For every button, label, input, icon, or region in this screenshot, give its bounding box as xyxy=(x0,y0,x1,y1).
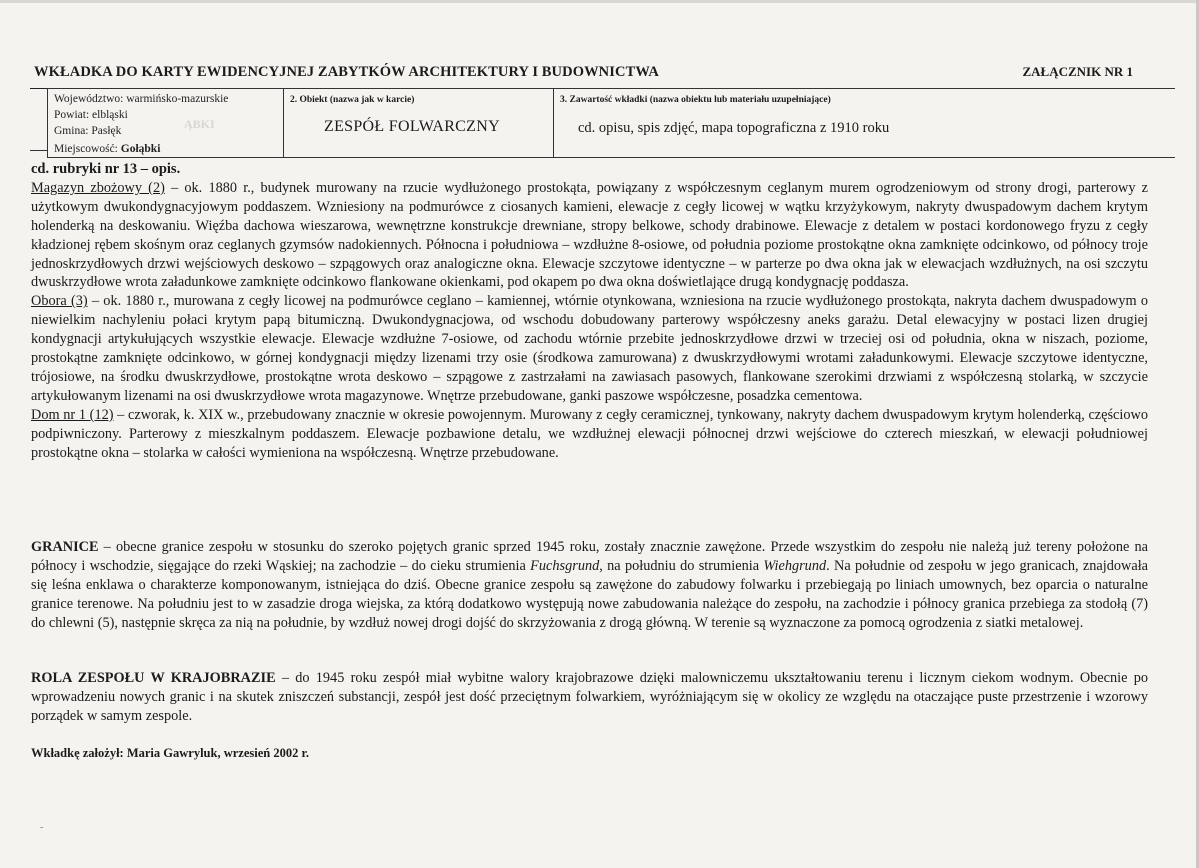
scan-edge-top xyxy=(0,0,1199,3)
faded-stamp-text: ĄBKI xyxy=(184,117,215,131)
barn-paragraph xyxy=(31,292,1148,405)
left-rule-stub xyxy=(30,150,47,151)
house-title: Dom nr 1 (12) xyxy=(31,406,114,423)
granary-title: Magazyn zbożowy (2) xyxy=(31,179,165,196)
commune-line: Gmina: Pasłęk xyxy=(54,125,122,137)
description-section xyxy=(31,160,1148,463)
contents-box-label: 3. Zawartość wkładki (nazwa obiektu lub materiału uzupełniające) xyxy=(560,95,831,105)
object-box-label: 2. Obiekt (nazwa jak w karcie) xyxy=(290,95,415,105)
barn-text: – ok. 1880 r., murowana z cegły licowej na podmurówce ceglano – kamiennej, wtórnie otynkowana, wzniesiona na rzucie wydłużonego prostokąta, nakryta dachem dwuspadowym o niewielkim nachyleniu połaci krytym papą bitumiczną. Dwukondygnacjowa, od wschodu dobudowany parterowy współczesny aneks garażu. Detal elewacyjny w postaci lizen drugiej kondygnacji artykułujących wszystkie elewacje. Elewacje wzdłużne 7-osiowe, od zachodu wtórnie przebite jednoskrzydłowe drzwi w trzeciej osi od południa, okna w niszach, poziome, prostokątne zamknięte odcinkowo, w górnej kondygnacji między lizenami trzy osie (środkowa zamurowana) z dwuskrzydłowymi wrotami załadunkowymi. Elewacje szczytowe identyczne, trójosiowe, na środku dwuskrzydłowe, prostokątne wrota deskowo – szpągowe z zastrzałami na zawiasach pasowych, flankowane szerokimi drzwiami z współczesną stolarką, w szczycie artykułowanym lizenami na osi dwuskrzydłowe wrota magazynowe. Wnętrze przebudowane, ganki paszowe współczesne, posadzka cementowa. xyxy=(31,293,1148,404)
stream-name-1: Fuchsgrund xyxy=(530,557,600,574)
location-box xyxy=(47,88,285,158)
voivodeship-line: Województwo: warmińsko-mazurskie xyxy=(54,93,229,105)
county-line: Powiat: elbląski xyxy=(54,109,128,121)
scan-artifact-mark: ˜ xyxy=(40,826,44,837)
landscape-section xyxy=(31,669,1148,726)
house-text: – czworak, k. XIX w., przebudowany znacznie w okresie powojennym. Murowany z cegły ceramicznej, tynkowany, nakryty dachem dwuspadowym krytym holenderką, częściowo podpiwniczony. Parterowy z mieszkalnym poddaszem. Elewacje pozbawione detalu, we wzdłużnej elewacji północnej drzwi wejściowe do czterech mieszkań, w elewacji południowej prostokątne okna – stolarka w całości wymieniona na współczesną. Wnętrze przebudowane. xyxy=(31,406,1148,461)
barn-title: Obora (3) xyxy=(31,293,88,310)
landscape-heading: ROLA ZESPOŁU W KRAJOBRAZIE xyxy=(31,670,276,686)
document-title: WKŁADKA DO KARTY EWIDENCYJNEJ ZABYTKÓW ARCHITEKTURY I BUDOWNICTWA xyxy=(34,64,659,80)
granary-text: – ok. 1880 r., budynek murowany na rzucie wydłużonego prostokąta, powiązany z współczesnym ceglanym murem ogrodzeniowym od strony drogi, parterowy z użytkowym dwukondygnacyjowym poddaszem. Wzniesiony na podmurówce z ciosanych kamieni, elewacje z cegły licowej w wątku krzyżykowym, nakryty dwuspadowym dachem krytym holenderką na deskowaniu. Więźba dachowa wieszarowa, wewnętrzne konstrukcje drewniane, stropy belkowe, schody drabinowe. Elewacje z detalem w postaci kordonowego fryzu z cegły kładzionej rębem skośnym oraz ceglanych gzymsów nadokiennych. Północna i południowa – wzdłużne 8-osiowe, od południa poziome prostokątne okna zamknięte odcinkowo, od północy troje jednoskrzydłowych drzwi wejściowych deskowo – szpągowych oraz analogiczne okna. Elewacje szczytowe identyczne – w parterze po dwa okna jak w elewacjach wzdłużnych, na osi szczytu dwuskrzydłowe wrota załadunkowe zamknięte odcinkowo flankowane okienkami, pod okapem po dwa okna doświetlające drugą kondygnację poddasza. xyxy=(31,179,1149,291)
house-paragraph xyxy=(31,406,1148,463)
granary-paragraph xyxy=(31,179,1148,292)
locality-line xyxy=(54,143,160,155)
locality-value: Gołąbki xyxy=(120,143,161,155)
stream-name-2: Wiehgrund xyxy=(763,557,827,574)
object-box xyxy=(283,88,555,158)
borders-heading: GRANICE xyxy=(31,539,99,555)
borders-section xyxy=(31,538,1148,633)
rubric-heading: cd. rubryki nr 13 – opis. xyxy=(31,161,181,177)
landscape-paragraph xyxy=(31,669,1148,726)
locality-label: Miejscowość: xyxy=(54,143,121,155)
contents-box xyxy=(553,88,1175,158)
landscape-text: – do 1945 roku zespół miał wybitne walory krajobrazowe dzięki malowniczemu ukształtowaniu terenu i licznym ciekom wodnym. Obecnie po wprowadzeniu nowych granic i na skutek zniszczeń substancji, zespół jest dość przeciętnym folwarkiem, wyróżniającym się w okolicy ze względu na otaczające puste przestrzenie i wzorowy porządek w samym zespole. xyxy=(31,670,1148,724)
contents-value: cd. opisu, spis zdjęć, mapa topograficzna z 1910 roku xyxy=(578,120,890,136)
borders-paragraph: GRANICE – obecne granice zespołu w stosunku do szeroko pojętych granic sprzed 1945 roku, zostały znacznie zawężone. Przede wszystkim do zespołu nie należą już tereny położone na północy i wschodzie, sięgające do rzeki Wąskiej; na zachodzie – do cieku strumienia Fuchsgrund, na południu do strumienia Wiehgrund. Na południe od zespołu w jego granicach, znajdowała się leśna enklawa o charakterze komponowanym, istniejąca do dziś. Obecne granice zespołu są zawężone do zabudowy folwarku i przebiegają po liniach umownych, bez oparcia o naturalne granice terenowe. Na południu jest to w zasadzie droga wiejska, za którą dodatkowo występują nowe zabudowania należące do zespołu, na zachodzie i północy granica przebiega za stodołą (7) do chlewni (5), następnie skręca za nią na południe, by wzdłuż nowej drogi dojść do skrzyżowania z drogą główną. W terenie są wyznaczone za pomocą ogrodzenia z siatki metalowej. xyxy=(31,539,1149,631)
signature-line: Wkładkę założył: Maria Gawryluk, wrzesień 2002 r. xyxy=(31,746,309,760)
annex-label: ZAŁĄCZNIK NR 1 xyxy=(1022,64,1133,79)
object-name: ZESPÓŁ FOLWARCZNY xyxy=(324,118,500,135)
